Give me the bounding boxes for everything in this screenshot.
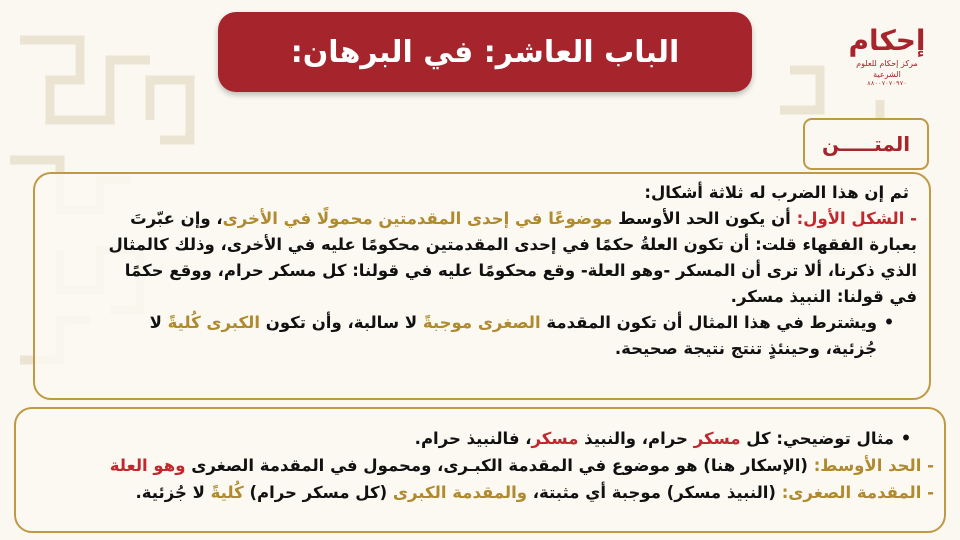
- text-run: لا: [149, 313, 168, 332]
- matn-line-1: [49, 206, 917, 232]
- highlight-text: مسكر: [531, 429, 579, 448]
- highlight-text: موجبةً: [422, 313, 473, 332]
- condition-bullet-continuation: [49, 336, 917, 362]
- text-run: أن يكون الحد الأوسط: [612, 209, 797, 228]
- middle-term-line: [26, 452, 934, 479]
- dash: -: [921, 456, 934, 475]
- highlight-text: مسكر: [693, 429, 741, 448]
- highlight-text: الصغرى: [477, 313, 541, 332]
- matn-line-3: [49, 258, 917, 284]
- minor-premise-line: [26, 479, 934, 506]
- highlight-text: الكبرى: [206, 313, 260, 332]
- text-run: ، فالنبيذ حرام.: [414, 429, 532, 448]
- section-tab-label: المتـــــن: [821, 132, 911, 156]
- text-run: بعبارة الفقهاء قلت: أن تكون العلةُ حكمًا في إحدى المقدمتين محكومًا عليه في الأخرى، وذلك كالمثال: [108, 235, 917, 254]
- brand-logo: [842, 24, 932, 94]
- example-text: [26, 425, 894, 452]
- text-run: لا جُزئية.: [135, 483, 211, 502]
- matn-heading-text: ثم إن هذا الضرب له ثلاثة أشكال:: [644, 183, 909, 202]
- dash: -: [904, 209, 917, 228]
- slide-title: الباب العاشر: في البرهان:: [290, 34, 680, 70]
- text-run: في قولنا: النبيذ مسكر.: [730, 287, 917, 306]
- bullet-icon: •: [883, 313, 895, 332]
- text-run: حرام، والنبيذ: [578, 429, 694, 448]
- text-run: مثال توضيحي: كل: [740, 429, 894, 448]
- text-run: (كل مسكر حرام): [243, 483, 393, 502]
- dash: -: [921, 483, 934, 502]
- major-premise-label: والمقدمة الكبرى: [392, 483, 528, 502]
- highlight-text: وهو العلة: [109, 456, 186, 475]
- example-box: [14, 407, 946, 533]
- logo-subtitle: مركز إحكام للعلوم الشرعية: [856, 59, 918, 79]
- text-run: ويشترط في هذا المثال أن تكون المقدمة: [540, 313, 877, 332]
- text-run: (النبيذ مسكر) موجبة أي مثبتة،: [527, 483, 782, 502]
- condition-bullet: [49, 310, 917, 336]
- text-run: الذي ذكرنا، ألا ترى أن المسكر -وهو العلة- وقع محكومًا عليه في قولنا: كل مسكر حرام، ووقع حكمًا: [124, 261, 917, 280]
- first-figure-label: الشكل الأول:: [796, 209, 905, 228]
- matn-line-4: [49, 284, 917, 310]
- bullet-text: [49, 310, 877, 336]
- highlight-text: كُليةً: [167, 313, 201, 332]
- slide-title-banner: [218, 12, 752, 92]
- highlight-text: موضوعًا في إحدى المقدمتين محمولًا في الأخرى: [222, 209, 613, 228]
- text-run: جُزئية، وحينئذٍ تنتج نتيجة صحيحة.: [614, 339, 877, 358]
- section-tab-matn: [803, 118, 929, 170]
- logo-mark: إحكام: [848, 24, 926, 57]
- bullet-icon: •: [900, 429, 912, 448]
- matn-heading: [49, 180, 917, 206]
- minor-premise-label: المقدمة الصغرى:: [781, 483, 922, 502]
- highlight-text: كُليةً: [210, 483, 244, 502]
- logo-phone: ٨٨٠٠٧٠٧٠٩٧٠: [867, 80, 907, 87]
- matn-text-box: [33, 172, 931, 400]
- matn-line-2: [49, 232, 917, 258]
- example-bullet: [26, 425, 934, 452]
- text-run: لا سالبة، وأن تكون: [260, 313, 423, 332]
- middle-term-label: الحد الأوسط:: [813, 456, 922, 475]
- text-run: (الإسكار هنا) هو موضوع في المقدمة الكبـرى، ومحمول في المقدمة الصغرى: [185, 456, 814, 475]
- text-run: ، وإن عبّرتَ: [130, 209, 223, 228]
